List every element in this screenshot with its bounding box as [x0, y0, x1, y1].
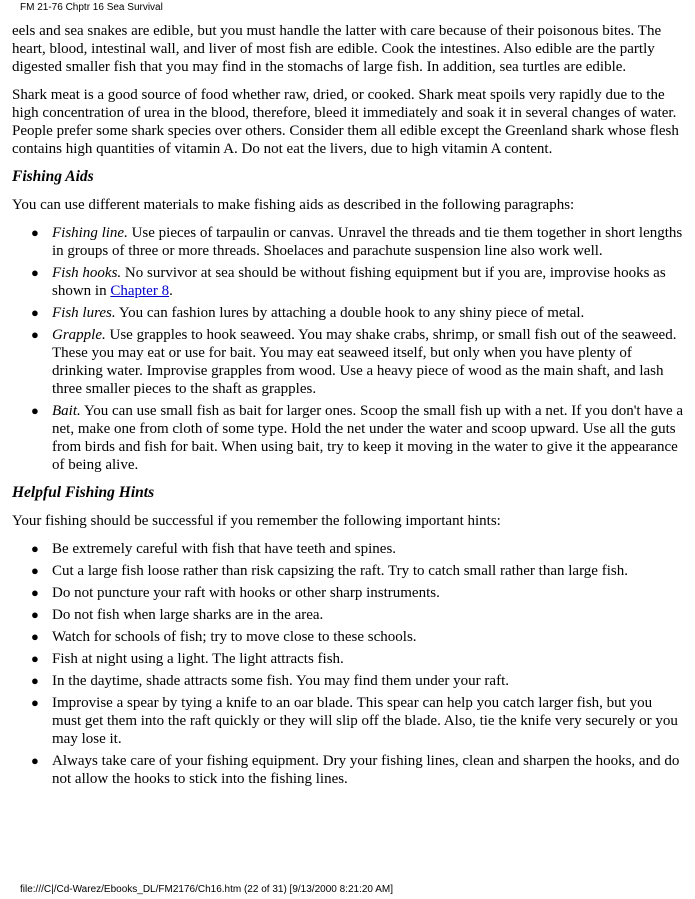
item-text: Use grapples to hook seaweed. You may shake crabs, shrimp, or small fish out of the seaweed. These you may eat or use for bait. You may eat seaweed itself, but only when you have plenty of drinking water. Improvise grapples from wood. Use a heavy piece of wood as the main shaft, and lash three smaller pieces to the shaft as grapples. — [52, 327, 677, 397]
list-item — [12, 264, 684, 300]
paragraph-shark-meat: Shark meat is a good source of food whether raw, dried, or cooked. Shark meat spoils very rapidly due to the high concentration of urea in the blood, therefore, bleed it immediately and soak it in several changes of water. People prefer some shark species over others. Consider them all edible except the Greenland shark whose flesh contains high quantities of vitamin A. Do not eat the livers, due to high vitamin A content. — [12, 87, 679, 157]
list-item — [12, 304, 684, 322]
term: Bait. — [52, 403, 81, 419]
item-text: You can use small fish as bait for larger ones. Scoop the small fish up with a net. If you don't have a net, make one from cloth of some type. Hold the net under the water and scoop upward. Use all the guts from birds and fish for bait. When using bait, try to keep it moving in the water to give it the appearance of being alive. — [52, 403, 684, 473]
item-text: You can fashion lures by attaching a double hook to any shiny piece of metal. — [115, 305, 585, 321]
term: Fish lures. — [52, 305, 116, 321]
document-body — [12, 22, 684, 798]
list-item — [12, 224, 684, 260]
list-item: ● Always take care of your fishing equipment. Dry your fishing lines, clean and sharpen the hooks, and do not allow the hooks to stick into the fishing lines. — [12, 752, 684, 788]
fishing-hints-list — [12, 540, 684, 788]
heading-fishing-aids: Fishing Aids — [12, 168, 94, 185]
term: Fishing line. — [52, 225, 128, 241]
list-item — [12, 402, 684, 474]
page-header: FM 21-76 Chptr 16 Sea Survival — [20, 2, 163, 13]
paragraph-edible-parts: eels and sea snakes are edible, but you must handle the latter with care because of their poisonous bites. The heart, blood, intestinal wall, and liver of most fish are edible. Cook the intestines. Also edible are the partly digested smaller fish that you may find in the stomachs of large fish. In addition, sea turtles are edible. — [12, 23, 662, 75]
item-text: No survivor at sea should be without fishing equipment but if you are, improvise hooks as shown in — [52, 265, 666, 299]
list-item: ● Do not puncture your raft with hooks or other sharp instruments. — [12, 584, 684, 602]
fishing-hints-intro: Your fishing should be successful if you remember the following important hints: — [12, 513, 501, 529]
list-item: ● Do not fish when large sharks are in the area. — [12, 606, 684, 624]
list-item: ● Watch for schools of fish; try to move close to these schools. — [12, 628, 684, 646]
list-item: ● Cut a large fish loose rather than risk capsizing the raft. Try to catch small rather than large fish. — [12, 562, 684, 580]
heading-fishing-hints: Helpful Fishing Hints — [12, 484, 155, 501]
item-text: Use pieces of tarpaulin or canvas. Unravel the threads and tie them together in short lengths in groups of three or more threads. Shoelaces and parachute suspension line also work well. — [52, 225, 683, 259]
term: Fish hooks. — [52, 265, 122, 281]
fishing-aids-list — [12, 224, 684, 474]
chapter-8-link[interactable]: Chapter 8 — [110, 283, 170, 299]
list-item: ● In the daytime, shade attracts some fish. You may find them under your raft. — [12, 672, 684, 690]
list-item — [12, 326, 684, 398]
page-footer: file:///C|/Cd-Warez/Ebooks_DL/FM2176/Ch16.htm (22 of 31) [9/13/2000 8:21:20 AM] — [20, 884, 393, 895]
item-text-after: . — [169, 283, 173, 299]
list-item: ● Fish at night using a light. The light attracts fish. — [12, 650, 684, 668]
list-item: ● Improvise a spear by tying a knife to an oar blade. This spear can help you catch larger fish, but you must get them into the raft quickly or they will slip off the blade. Also, tie the knife very securely or you may lose it. — [12, 694, 684, 748]
term: Grapple. — [52, 327, 106, 343]
list-item: ● Be extremely careful with fish that have teeth and spines. — [12, 540, 684, 558]
fishing-aids-intro: You can use different materials to make fishing aids as described in the following paragraphs: — [12, 197, 575, 213]
